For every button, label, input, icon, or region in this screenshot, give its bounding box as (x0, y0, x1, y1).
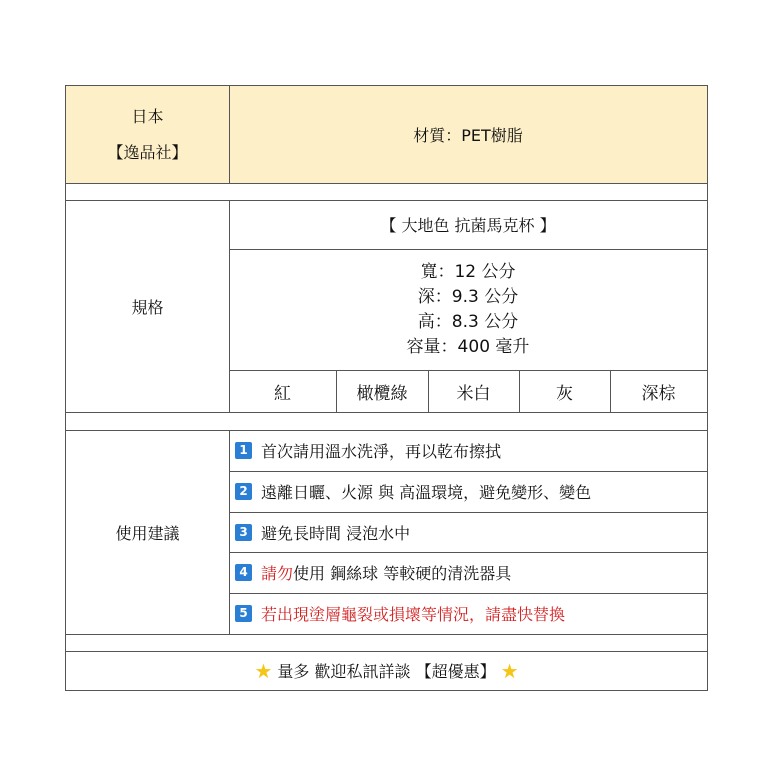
divider (66, 200, 707, 201)
number-3-icon: 3 (235, 524, 252, 541)
promo-cell (66, 651, 707, 690)
divider (336, 370, 337, 412)
divider (66, 634, 707, 635)
number-1-icon: 1 (235, 442, 252, 459)
divider (428, 370, 429, 412)
usage-label: 使用建議 (115, 523, 180, 543)
dimension-height: 高：8.3 公分 (417, 311, 519, 332)
usage-tip-1 (229, 430, 707, 471)
origin-country: 日本 (131, 106, 164, 126)
divider (66, 430, 707, 431)
number-2-icon: 2 (235, 483, 252, 500)
divider (519, 370, 520, 412)
usage-label-cell (66, 430, 229, 634)
tip-text: 避免長時間 浸泡水中 (261, 523, 411, 543)
spec-label-cell (66, 200, 229, 412)
divider (229, 86, 230, 183)
usage-tip-4 (229, 552, 707, 593)
star-icon: ★ (254, 658, 273, 683)
divider (610, 370, 611, 412)
divider (229, 512, 707, 513)
spec-table (65, 85, 708, 691)
color-option: 紅 (274, 383, 291, 404)
divider (229, 430, 230, 634)
tip-text: 首次請用溫水洗淨，再以乾布擦拭 (261, 442, 502, 461)
dimensions-cell (229, 249, 707, 370)
number-4-icon: 4 (235, 564, 252, 581)
divider (66, 651, 707, 652)
divider (229, 593, 707, 594)
tip-warning-text: 若出現塗層龜裂或損壞等情況，請盡快替換 (261, 605, 566, 624)
divider (66, 183, 707, 184)
product-name: 【 大地色 抗菌馬克杯 】 (380, 216, 556, 235)
usage-tip-5 (229, 593, 707, 634)
divider (229, 471, 707, 472)
tip-text: 使用 鋼絲球 等較硬的清洗器具 (293, 564, 512, 583)
origin-cell (66, 86, 229, 183)
material-text: 材質：PET樹脂 (413, 126, 523, 145)
tip-text: 遠離日曬、火源 與 高溫環境，避免變形、變色 (261, 483, 592, 502)
color-option: 深棕 (641, 383, 676, 404)
divider (229, 370, 707, 371)
color-option: 米白 (456, 383, 491, 404)
divider (229, 200, 230, 412)
color-option: 灰 (556, 383, 573, 404)
usage-tip-2 (229, 471, 707, 512)
color-option: 橄欖綠 (356, 383, 408, 404)
usage-tip-3 (229, 512, 707, 552)
number-5-icon: 5 (235, 605, 252, 622)
brand-name: 【逸品社】 (107, 142, 188, 162)
dimension-depth: 深：9.3 公分 (417, 286, 519, 307)
divider (229, 249, 707, 250)
tip-warning-text: 請勿 (261, 564, 294, 583)
product-name-cell (229, 200, 707, 249)
dimension-capacity: 容量：400 毫升 (406, 336, 530, 357)
dimension-width: 寬：12 公分 (420, 261, 516, 282)
star-icon: ★ (500, 658, 519, 683)
divider (66, 412, 707, 413)
spec-label: 規格 (131, 297, 164, 317)
promo-text: 量多 歡迎私訊詳談 【超優惠】 (277, 662, 496, 681)
material-cell (229, 86, 707, 183)
divider (229, 552, 707, 553)
